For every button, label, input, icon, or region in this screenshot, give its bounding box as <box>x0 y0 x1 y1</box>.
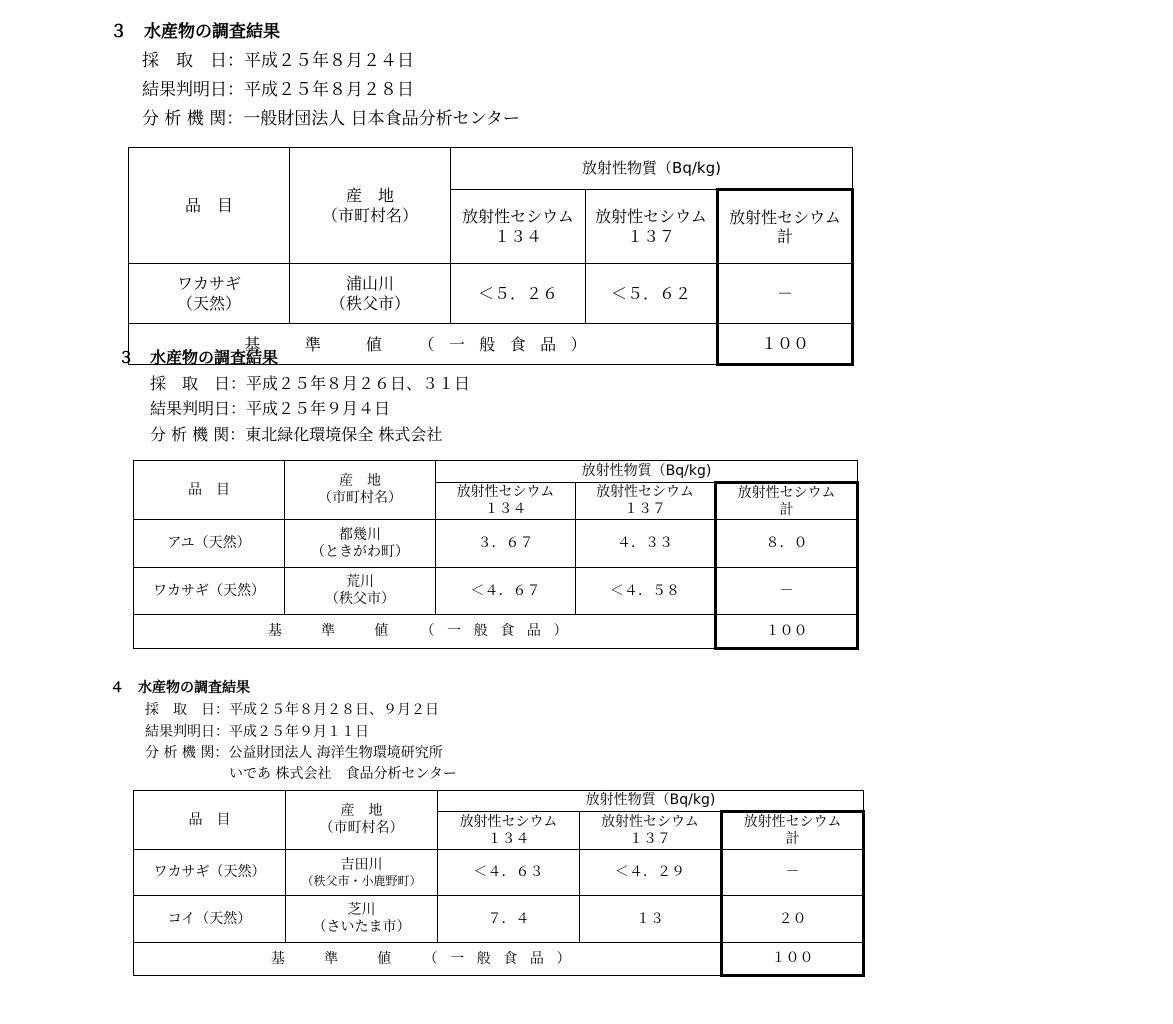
header-total: 放射性セシウム 計 <box>718 189 853 263</box>
header-radioactive-substance: 放射性物質（Bq/kg) <box>451 148 853 190</box>
header-origin: 産 地 （市町村名） <box>285 461 436 520</box>
row-item: ワカサギ（天然） <box>134 850 286 896</box>
header-cs134: 放射性セシウム １３４ <box>451 189 586 263</box>
row-cs137: １３ <box>580 896 722 943</box>
row-cs134: ＜４．６３ <box>438 850 580 896</box>
header-cs134: 放射性セシウム １３４ <box>438 812 580 850</box>
row-origin: 都幾川 （ときがわ町） <box>285 520 436 568</box>
table-row <box>134 850 864 896</box>
header-item: 品 目 <box>134 791 286 850</box>
row-total: ２０ <box>722 896 864 943</box>
section-1-analysis-org: 分 析 機 関：一般財団法人 日本食品分析センター <box>142 109 520 129</box>
standard-value-label: 基 準 値 （一般食品） <box>134 615 716 649</box>
section-1-result-date: 結果判明日：平成２５年８月２８日 <box>142 80 414 100</box>
header-cs137: 放射性セシウム １３７ <box>586 189 718 263</box>
row-cs134: ＜４．６７ <box>436 568 576 615</box>
row-cs134: ７．４ <box>438 896 580 943</box>
section-3-sampling-date: 採 取 日：平成２５年８月２８日、９月２日 <box>145 702 439 718</box>
row-cs137: ４．３３ <box>576 520 716 568</box>
standard-value-label: 基 準 値 （一般食品） <box>134 943 722 976</box>
row-origin: 浦山川 （秩父市） <box>290 264 451 324</box>
standard-value: １００ <box>722 943 864 976</box>
section-3-result-date: 結果判明日：平成２５年９月１１日 <box>145 724 369 740</box>
header-cs137: 放射性セシウム １３７ <box>576 483 716 520</box>
standard-value: １００ <box>718 324 853 365</box>
header-cs137: 放射性セシウム １３７ <box>580 812 722 850</box>
section-1-sampling-date: 採 取 日：平成２５年８月２４日 <box>142 51 414 71</box>
row-cs137: ＜５．６２ <box>586 264 718 324</box>
row-total: － <box>718 264 853 324</box>
header-radioactive-substance: 放射性物質（Bq/kg) <box>436 461 858 483</box>
header-cs134: 放射性セシウム １３４ <box>436 483 576 520</box>
section-2-result-date: 結果判明日：平成２５年９月４日 <box>150 399 391 418</box>
row-item: ワカサギ （天然） <box>129 264 290 324</box>
section-3-results-table <box>133 790 865 977</box>
row-cs134: ＜５．２６ <box>451 264 586 324</box>
section-2-results-table <box>133 460 859 650</box>
section-2-analysis-org: 分 析 機 関：東北緑化環境保全 株式会社 <box>150 425 443 444</box>
row-origin: 吉田川 （秩父市・小鹿野町） <box>286 850 438 896</box>
section-1-title: ３ 水産物の調査結果 <box>110 22 280 42</box>
table-row <box>134 896 864 943</box>
table-row <box>129 264 853 324</box>
section-1-results-table <box>128 147 854 366</box>
row-cs137: ＜４．２９ <box>580 850 722 896</box>
section-2-sampling-date: 採 取 日：平成２５年８月２６日、３１日 <box>150 374 471 393</box>
row-item: アユ（天然） <box>134 520 285 568</box>
section-3-analysis-org-2: いであ 株式会社 食品分析センター <box>145 766 457 782</box>
row-item: コイ（天然） <box>134 896 286 943</box>
row-cs137: ＜４．５８ <box>576 568 716 615</box>
header-origin: 産 地 （市町村名） <box>290 148 451 264</box>
standard-value-label: 基 準 値 （一般食品） <box>129 324 718 365</box>
row-origin: 芝川 （さいたま市） <box>286 896 438 943</box>
header-total: 放射性セシウム 計 <box>716 483 858 520</box>
row-origin: 荒川 （秩父市） <box>285 568 436 615</box>
standard-value: １００ <box>716 615 858 649</box>
table-row <box>134 520 858 568</box>
section-3-title: ４ 水産物の調査結果 <box>110 680 250 696</box>
header-total: 放射性セシウム 計 <box>722 812 864 850</box>
row-item: ワカサギ（天然） <box>134 568 285 615</box>
row-total: － <box>716 568 858 615</box>
header-radioactive-substance: 放射性物質（Bq/kg) <box>438 791 864 812</box>
row-total: ８．０ <box>716 520 858 568</box>
section-2-title: ３ 水産物の調査結果 <box>118 348 279 367</box>
row-cs134: ３．６７ <box>436 520 576 568</box>
header-item: 品 目 <box>134 461 285 520</box>
header-origin: 産 地 （市町村名） <box>286 791 438 850</box>
header-item: 品 目 <box>129 148 290 264</box>
row-total: － <box>722 850 864 896</box>
section-3-analysis-org: 分 析 機 関：公益財団法人 海洋生物環境研究所 <box>145 745 443 761</box>
table-row <box>134 568 858 615</box>
